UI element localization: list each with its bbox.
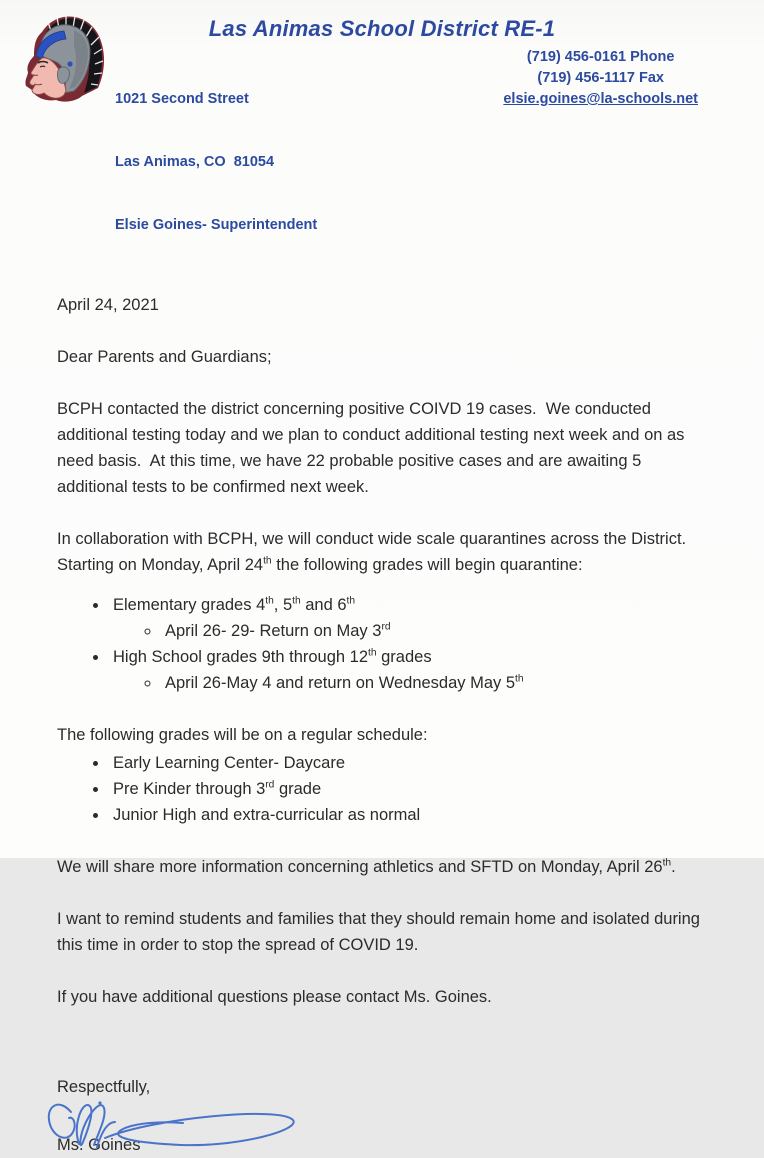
salutation: Dear Parents and Guardians; (57, 348, 272, 366)
regular-schedule-list (57, 750, 710, 828)
list-item-elementary-dates: ◦ April 26- 29- Return on May 3rd (161, 618, 710, 644)
paragraph-remind: I want to remind students and families that they should remain home and isolated during this time in order to stop the spread of COVID 19. (57, 910, 705, 954)
date-line: April 24, 2021 (57, 296, 159, 314)
signature-name: Ms. Goines (57, 1136, 141, 1154)
district-title: Las Animas School District RE-1 (208, 16, 556, 41)
paragraph-athletics: We will share more information concerning athletics and SFTD on Monday, April 26th. (57, 857, 676, 876)
letterhead-columns (0, 47, 764, 278)
list-item-highschool: • High School grades 9th through 12th grades ◦ April 26-May 4 and return on Wednesday May 5th (109, 644, 710, 696)
phone-line: (719) 456-0161 Phone (526, 49, 675, 65)
list-item-elementary: • Elementary grades 4th, 5th and 6th ◦ April 26- 29- Return on May 3rd (109, 592, 710, 644)
signature-scribble-icon (43, 1092, 710, 1138)
paragraph-questions: If you have additional questions please contact Ms. Goines. (57, 988, 492, 1006)
paragraph-bcph: BCPH contacted the district concerning positive COIVD 19 cases. We conducted additional testing today and we plan to conduct additional testing next week and on as need basis. At this time, we have 22 probable positive cases and are awaiting 5 additional tests to be confirmed next week. (57, 400, 690, 496)
address-line-street: 1021 Second Street (115, 91, 249, 107)
paragraph-regular-intro: The following grades will be on a regular schedule: (57, 726, 428, 744)
list-item-highschool-dates: ◦ April 26-May 4 and return on Wednesday May 5th (161, 670, 710, 696)
paragraph-quarantine-intro: In collaboration with BCPH, we will conduct wide scale quarantines across the District. Starting on Monday, April 24th the following grades will begin quarantine: (57, 530, 691, 574)
contact-block (503, 47, 698, 278)
letterhead (0, 0, 764, 278)
list-item-juniorhigh: • Junior High and extra-curricular as normal (109, 802, 710, 828)
address-line-city: Las Animas, CO 81054 (115, 154, 275, 170)
superintendent-line: Elsie Goines- Superintendent (115, 217, 318, 233)
list-item-daycare: • Early Learning Center- Daycare (109, 750, 710, 776)
address-block (115, 47, 317, 278)
trojan-mascot-icon (12, 4, 112, 108)
closing: Respectfully, (57, 1078, 151, 1096)
letter-body (57, 292, 710, 1158)
list-item-prekinder: • Pre Kinder through 3rd grade (109, 776, 710, 802)
fax-line: (719) 456-1117 Fax (537, 70, 664, 86)
email-link[interactable]: elsie.goines@la-schools.net (503, 91, 698, 107)
quarantine-list (57, 592, 710, 696)
